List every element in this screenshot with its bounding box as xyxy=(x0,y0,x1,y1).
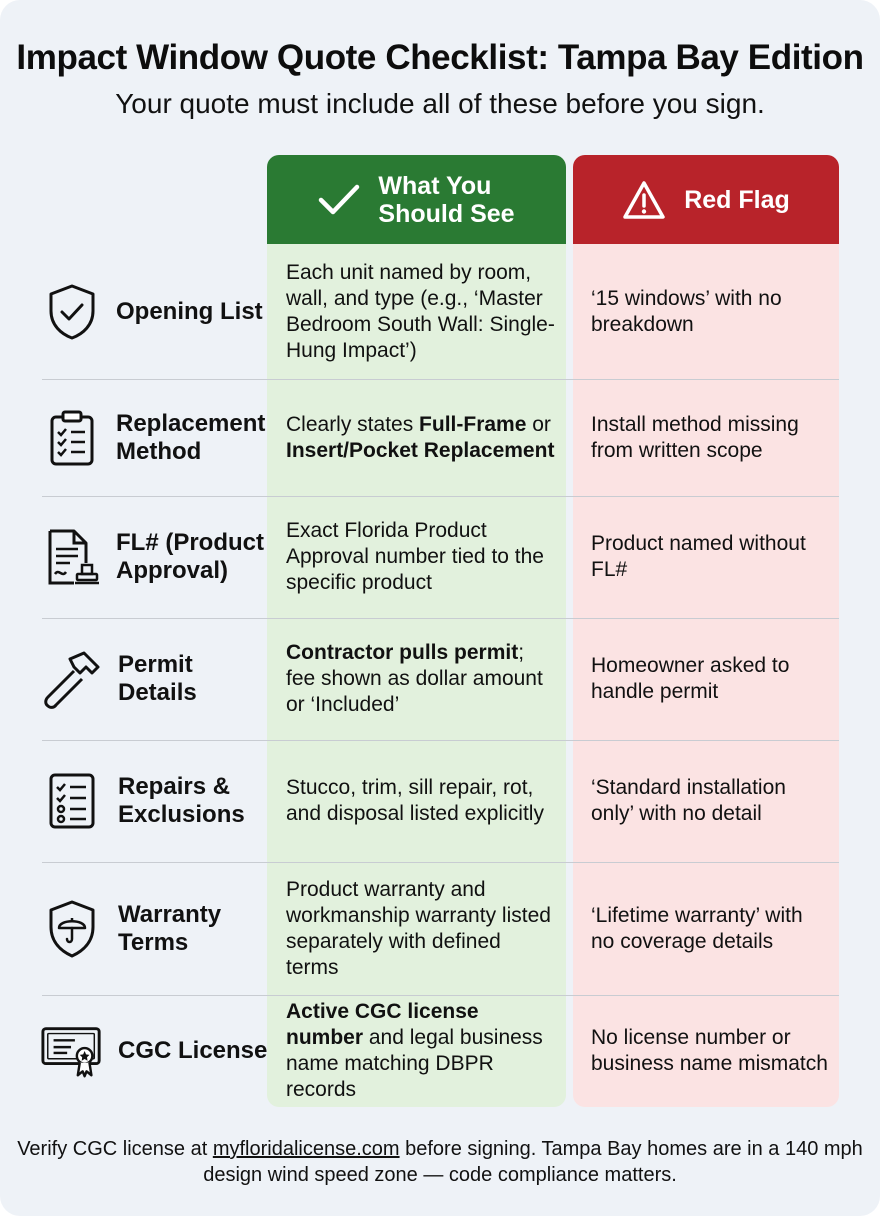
red-flag-cell: ‘15 windows’ with no breakdown xyxy=(591,286,782,336)
what-you-should-see-cell: Active CGC license number and legal business name matching DBPR records xyxy=(286,1000,543,1101)
red-flag-cell: No license number or business name mismatch xyxy=(591,1026,828,1075)
certificate-icon xyxy=(40,1019,104,1083)
row-label: Opening List xyxy=(116,297,263,325)
checklist-icon xyxy=(40,769,104,833)
what-you-should-see-cell: Product warranty and workmanship warranty listed separately with defined terms xyxy=(286,877,551,979)
red-flag-column-header xyxy=(573,155,839,244)
checkmark-icon xyxy=(318,183,360,217)
what-you-should-see-cell: Clearly states Full-Frame or Insert/Pocket Replacement xyxy=(286,412,555,462)
clipboard-checklist-icon xyxy=(40,406,104,470)
footer-note: Verify CGC license at myfloridalicense.com before signing. Tampa Bay homes are in a 140 mph design wind speed zone — code compliance matters. xyxy=(17,1138,863,1186)
row-label: FL# (Product Approval) xyxy=(116,529,264,584)
license-lookup-link[interactable]: myfloridalicense.com xyxy=(212,1138,400,1160)
red-flag-cell: ‘Lifetime warranty’ with no coverage details xyxy=(591,903,803,953)
row-label: Warranty Terms xyxy=(118,900,222,956)
what-you-should-see-cell: Each unit named by room, wall, and type (e.g., ‘Master Bedroom South Wall: Single-Hung Impact’) xyxy=(286,260,555,362)
shield-check-icon xyxy=(40,280,104,344)
warning-triangle-icon xyxy=(622,180,666,220)
row-label: CGC License xyxy=(118,1037,268,1064)
row-label: Permit Details xyxy=(118,651,197,706)
red-flag-cell: ‘Standard installation only’ with no detail xyxy=(591,776,786,825)
good-column-header xyxy=(267,155,566,244)
row-label: Replacement Method xyxy=(116,409,266,465)
red-flag-cell: Product named without FL# xyxy=(591,532,806,581)
what-you-should-see-cell: Exact Florida Product Approval number tied to the specific product xyxy=(286,519,544,594)
shield-umbrella-icon xyxy=(40,897,104,961)
red-flag-cell: Install method missing from written scope xyxy=(591,412,799,462)
hammer-icon xyxy=(40,647,104,711)
red-flag-cell: Homeowner asked to handle permit xyxy=(591,654,790,703)
what-you-should-see-cell: Contractor pulls permit; fee shown as dollar amount or ‘Included’ xyxy=(286,641,543,716)
document-stamp-icon xyxy=(40,525,104,589)
good-column-label: What You Should See xyxy=(378,171,515,228)
page-subtitle: Your quote must include all of these before you sign. xyxy=(115,88,765,119)
red-flag-column-label: Red Flag xyxy=(684,185,790,214)
page-title: Impact Window Quote Checklist: Tampa Bay Edition xyxy=(16,38,864,77)
what-you-should-see-cell: Stucco, trim, sill repair, rot, and disposal listed explicitly xyxy=(286,776,544,825)
row-label: Repairs & Exclusions xyxy=(118,773,245,828)
